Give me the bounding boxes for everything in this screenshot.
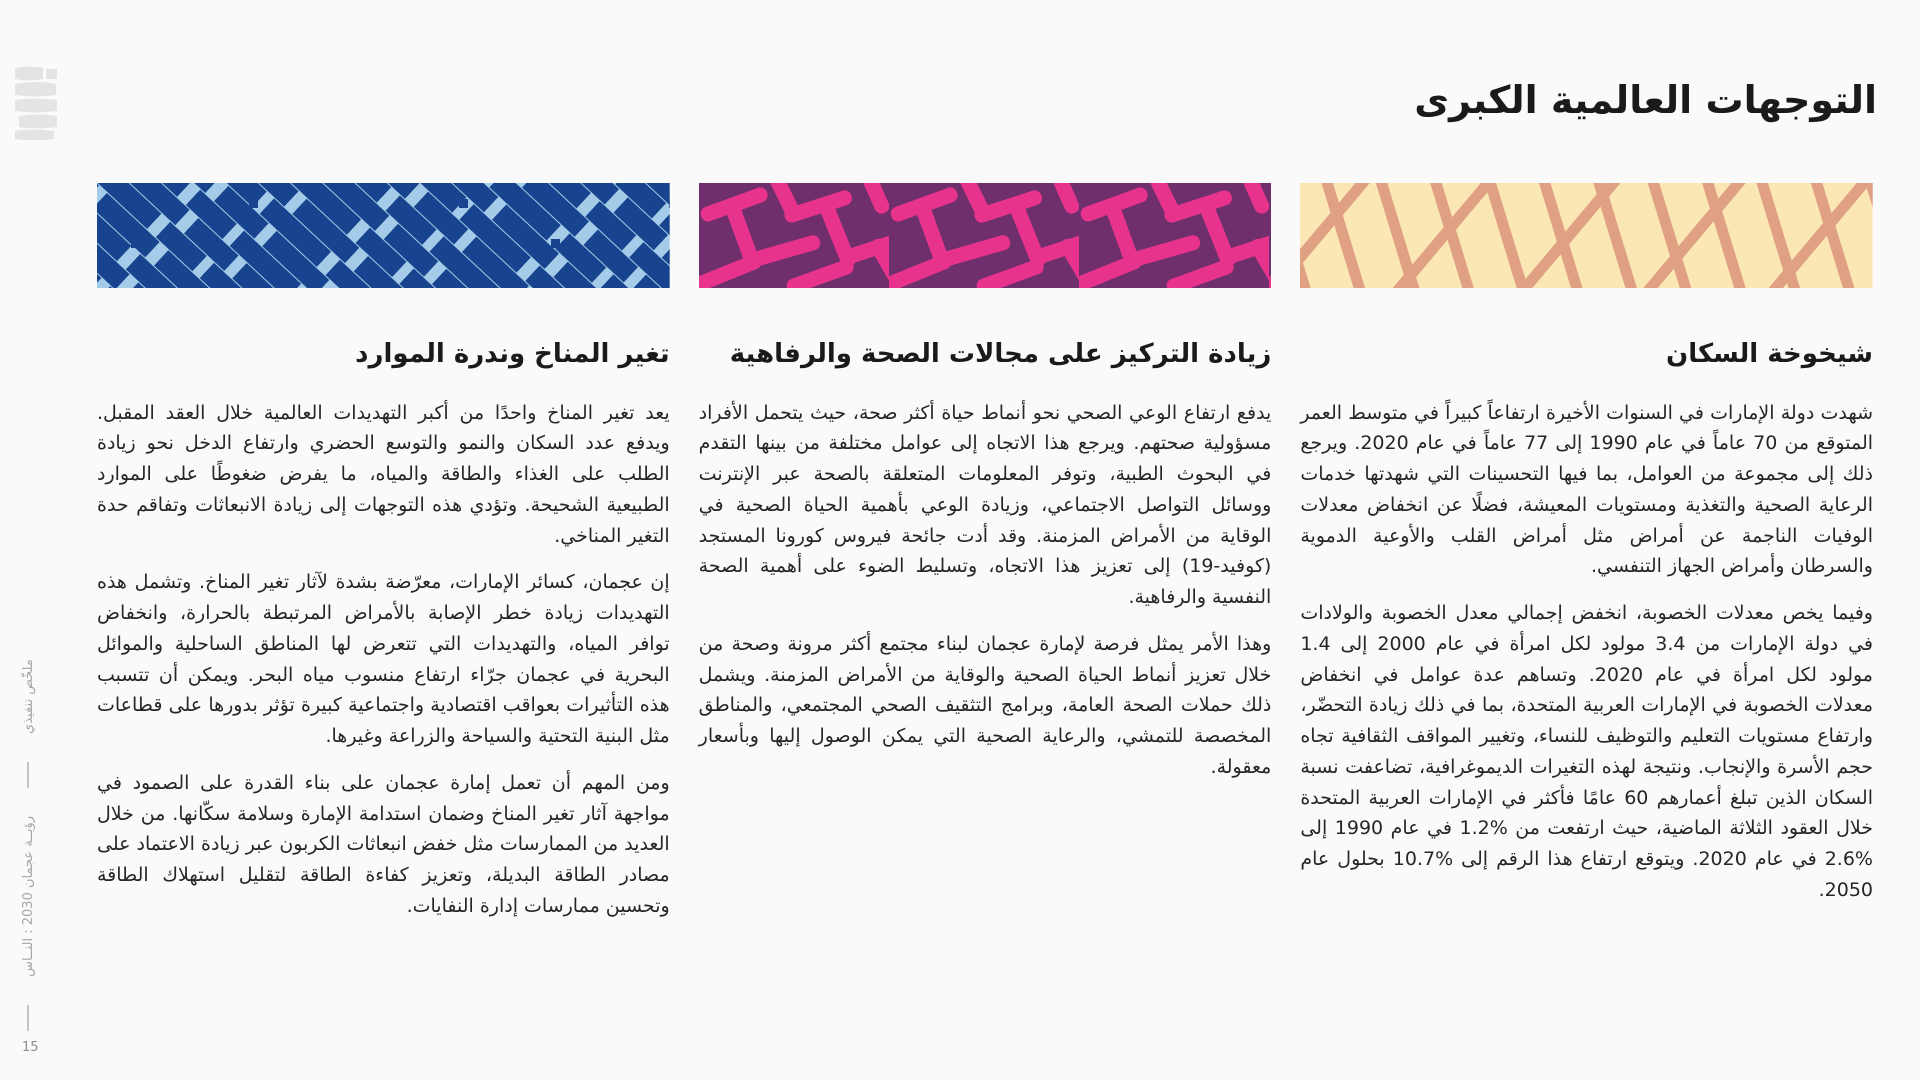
ajman-vision-logo-mark	[13, 66, 59, 140]
trend-paragraph: يعد تغير المناخ واحدًا من أكبر التهديدات العالمية خلال العقد المقبل. ويدفع عدد السكان والنمو والتوسع الحضري وارتفاع الدخل نحو زيادة الطلب على الغذاء والطاقة والمياه، ما يفرض ضغوطًا على الموارد الطبيعية الشحيحة. وتؤدي هذه التوجهات إلى زيادة الانبعاثات وتفاقم حدة التغير المناخي.	[97, 401, 670, 547]
trend-heading-health: زيادة التركيز على مجالات الصحة والرفاهية	[729, 339, 1272, 369]
trend-columns	[97, 183, 1873, 922]
pattern-banner-climate	[97, 183, 670, 288]
trend-body-health	[699, 398, 1272, 783]
sidebar	[8, 655, 48, 1035]
sidebar-section-label: ملخّص تنفيذي	[20, 659, 36, 734]
pattern-banner-aging	[1300, 183, 1873, 288]
sidebar-separator	[27, 762, 29, 788]
sidebar-separator	[27, 1005, 29, 1031]
pattern-banner-health	[699, 183, 1272, 288]
trend-column-health	[699, 183, 1272, 922]
trend-column-aging	[1300, 183, 1873, 922]
trend-column-climate	[97, 183, 670, 922]
trend-paragraph: يدفع ارتفاع الوعي الصحي نحو أنماط حياة أكثر صحة، حيث يتحمل الأفراد مسؤولية صحتهم. ويرجع هذا الاتجاه إلى عوامل مختلفة من بينها التقدم في البحوث الطبية، وتوفر المعلومات المتعلقة بالصحة عبر الإنترنت ووسائل التواصل الاجتماعي، وزيادة الوعي بأهمية الحياة الصحية في الوقاية من الأمراض المزمنة. وقد أدت جائحة فيروس كورونا المستجد (كوفيد-19) إلى تعزيز هذا الاتجاه، وتسليط الضوء على أهمية الصحة النفسية والرفاهية.	[698, 401, 1272, 609]
page-number: 15	[22, 1040, 39, 1055]
trend-body-climate	[97, 398, 670, 922]
sidebar-document-label: رؤيــة عجمان 2030 : النــاس	[20, 815, 36, 977]
trend-paragraph: وهذا الأمر يمثل فرصة لإمارة عجمان لبناء مجتمع أكثر مرونة وصحة من خلال تعزيز أنماط الحياة الصحية والوقاية من الأمراض المزمنة. ويشمل ذلك حملات الصحة العامة، وبرامج التثقيف الصحي المجتمعي، والمناطق المخصصة للتمشي، والرعاية الصحية التي يمكن الوصول إليها وبأسعار معقولة.	[698, 632, 1272, 778]
trend-paragraph: ومن المهم أن تعمل إمارة عجمان على بناء القدرة على الصمود في مواجهة آثار تغير المناخ وضمان استدامة الإمارة وسلامة سكّانها. من خلال العديد من الممارسات مثل خفض انبعاثات الكربون عبر زيادة الاعتماد على مصادر الطاقة البديلة، وتعزيز كفاءة الطاقة لتقليل استهلاك الطاقة وتحسين ممارسات إدارة النفايات.	[97, 771, 670, 917]
trend-paragraph: وفيما يخص معدلات الخصوبة، انخفض إجمالي معدل الخصوبة والولادات في دولة الإمارات من 3.4 مولود لكل امرأة في عام 2000 إلى 1.4 مولود لكل امرأة في عام 2020. وتساهم عدة عوامل في انخفاض معدلات الخصوبة في الإمارات العربية المتحدة، بما في ذلك زيادة التحضّر، وارتفاع مستويات التعليم والتوظيف للنساء، وتغيير المواقف الثقافية تجاه حجم الأسرة والإنجاب. ونتيجة لهذه التغيرات الديموغرافية، تضاعفت نسبة السكان الذين تبلغ أعمارهم 60 عامًا فأكثر في الإمارات العربية المتحدة خلال العقود الثلاثة الماضية، حيث ارتفعت من %1.2 في عام 1990 إلى %2.6 في عام 2020. ويتوقع ارتفاع هذا الرقم إلى %10.7 بحلول عام 2050.	[1300, 602, 1873, 901]
trend-heading-climate: تغير المناخ وندرة الموارد	[355, 339, 670, 369]
page-title: التوجهات العالمية الكبرى	[1414, 78, 1877, 122]
trend-body-aging	[1300, 398, 1873, 906]
trend-paragraph: إن عجمان، كسائر الإمارات، معرّضة بشدة لآثار تغير المناخ. وتشمل هذه التهديدات زيادة خطر الإصابة بالأمراض المرتبطة بالحرارة، وانخفاض توافر المياه، والتهديدات التي تتعرض لها المناطق الساحلية والموائل البحرية في عجمان جرّاء ارتفاع منسوب مياه البحر. ويمكن أن تتسبب هذه التأثيرات بعواقب اقتصادية واجتماعية كبيرة تؤثر بدورها على قطاعات مثل البنية التحتية والسياحة والزراعة وغيرها.	[97, 571, 670, 748]
trend-paragraph: شهدت دولة الإمارات في السنوات الأخيرة ارتفاعاً كبيراً في متوسط العمر المتوقع من 70 عاماً في عام 1990 إلى 77 عاماً في عام 2020. ويرجع ذلك إلى مجموعة من العوامل، بما فيها التحسينات التي شهدتها خدمات الرعاية الصحية والتغذية ومستويات المعيشة، فضلًا عن انخفاض معدلات الوفيات الناجمة عن أمراض مثل أمراض القلب والأوعية الدموية والسرطان وأمراض الجهاز التنفسي.	[1300, 401, 1874, 578]
trend-heading-aging: شيخوخة السكان	[1666, 339, 1873, 369]
